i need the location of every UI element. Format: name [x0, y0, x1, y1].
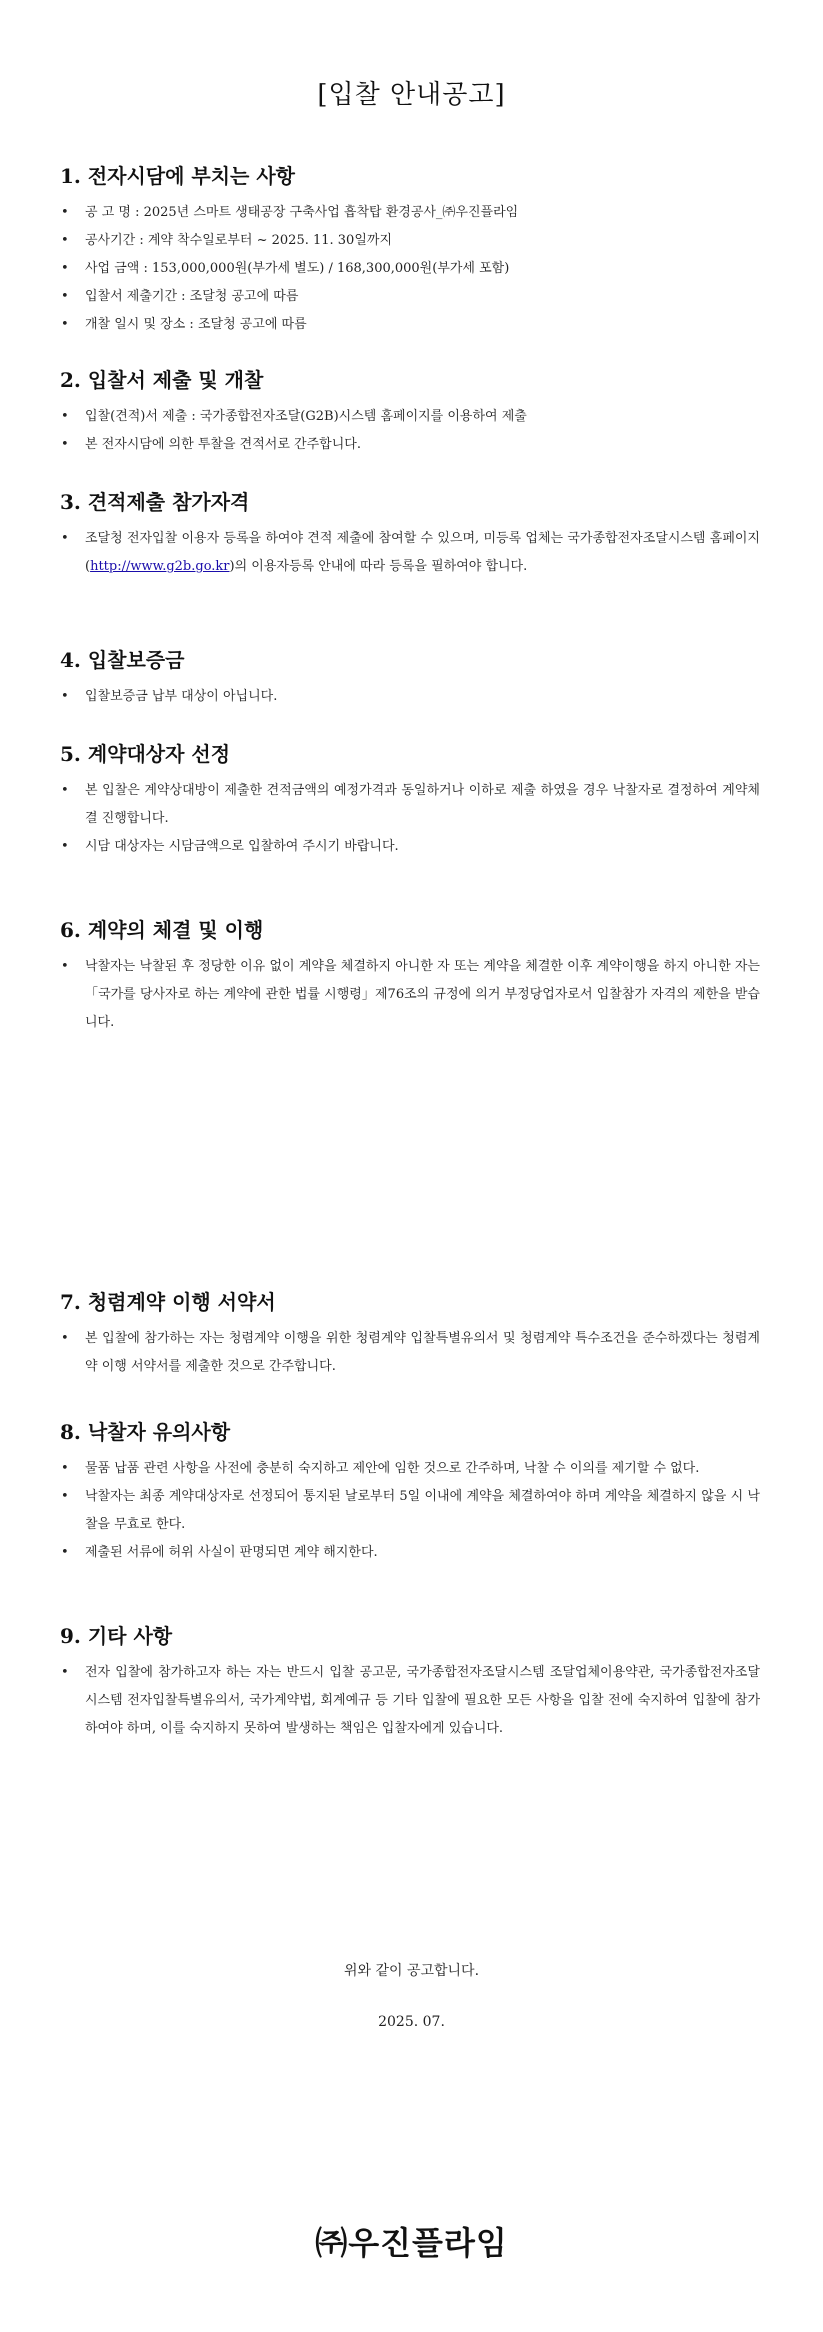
- list-item: • 입찰서 제출기간 : 조달청 공고에 따름: [60, 283, 760, 311]
- section-7: [60, 1286, 760, 1381]
- list-item: • 공사기간 : 계약 착수일로부터 ~ 2025. 11. 30일까지: [60, 227, 760, 255]
- section-heading: 3. 견적제출 참가자격: [60, 490, 250, 514]
- list-item: • 사업 금액 : 153,000,000원(부가세 별도) / 168,300,000원(부가세 포함): [60, 255, 760, 283]
- section-1: [60, 160, 760, 339]
- list-item: • 물품 납품 관련 사항을 사전에 충분히 숙지하고 제안에 임한 것으로 간주하며, 낙찰 수 이의를 제기할 수 없다.: [60, 1455, 760, 1483]
- bullet-list: [60, 199, 760, 339]
- list-item: • 전자 입찰에 참가하고자 하는 자는 반드시 입찰 공고문, 국가종합전자조달시스템 조달업체이용약관, 국가종합전자조달시스템 전자입찰특별유의서, 국가계약법, 회계예규 등 기타 입찰에 필요한 모든 사항을 입찰 전에 숙지하여 입찰에 참가하여야 하며, 이를 숙지하지 못하여 발생하는 책임은 입찰자에게 있습니다.: [60, 1659, 760, 1743]
- closing-statement: 위와 같이 공고합니다.: [343, 1963, 480, 1979]
- g2b-link[interactable]: http://www.g2b.go.kr: [90, 559, 230, 574]
- item-text: 조달청 전자입찰 이용자 등록을 하여야 견적 제출에 참여할 수 있으며, 미등록 업체는 국가종합전자조달시스템 홈페이지(: [85, 531, 760, 574]
- section-heading: 8. 낙찰자 유의사항: [60, 1420, 231, 1444]
- list-item: • 본 입찰은 계약상대방이 제출한 견적금액의 예정가격과 동일하거나 이하로 제출 하였을 경우 낙찰자로 결정하여 계약체결 진행합니다.: [60, 777, 760, 833]
- section-heading: 7. 청렴계약 이행 서약서: [60, 1290, 276, 1314]
- list-item: • 입찰(견적)서 제출 : 국가종합전자조달(G2B)시스템 홈페이지를 이용하여 제출: [60, 403, 760, 431]
- bullet-list: [60, 1455, 760, 1567]
- section-heading: 1. 전자시담에 부치는 사항: [60, 164, 295, 188]
- section-8: [60, 1416, 760, 1567]
- company-name: ㈜우진플라임: [315, 2224, 508, 2262]
- bullet-list: [60, 1325, 760, 1381]
- bullet-list: [60, 683, 760, 711]
- list-item: • 공 고 명 : 2025년 스마트 생태공장 구축사업 흡착탑 환경공사_㈜우진플라임: [60, 199, 760, 227]
- list-item: • 본 전자시담에 의한 투찰을 견적서로 간주합니다.: [60, 431, 760, 459]
- section-9: [60, 1620, 760, 1743]
- list-item: • 낙찰자는 최종 계약대상자로 선정되어 통지된 날로부터 5일 이내에 계약을 체결하여야 하며 계약을 체결하지 않을 시 낙찰을 무효로 한다.: [60, 1483, 760, 1539]
- section-heading: 6. 계약의 체결 및 이행: [60, 918, 264, 942]
- bullet-list: [60, 403, 760, 459]
- closing-date: 2025. 07.: [378, 2014, 445, 2030]
- section-6: [60, 914, 760, 1037]
- section-heading: 9. 기타 사항: [60, 1624, 173, 1648]
- bullet-list: [60, 953, 760, 1037]
- bullet-list: [60, 525, 760, 581]
- list-item: [60, 525, 760, 581]
- section-heading: 2. 입찰서 제출 및 개찰: [60, 368, 264, 392]
- section-2: [60, 364, 760, 459]
- section-4: [60, 644, 760, 711]
- section-heading: 5. 계약대상자 선정: [60, 742, 231, 766]
- bullet-list: [60, 777, 760, 861]
- list-item: • 제출된 서류에 허위 사실이 판명되면 계약 해지한다.: [60, 1539, 760, 1567]
- list-item: • 개찰 일시 및 장소 : 조달청 공고에 따름: [60, 311, 760, 339]
- list-item: • 시담 대상자는 시담금액으로 입찰하여 주시기 바랍니다.: [60, 833, 760, 861]
- list-item: • 낙찰자는 낙찰된 후 정당한 이유 없이 계약을 체결하지 아니한 자 또는 계약을 체결한 이후 계약이행을 하지 아니한 자는 「국가를 당사자로 하는 계약에 관한 법률 시행령」제76조의 규정에 의거 부정당업자로서 입찰참가 자격의 제한을 받습니다.: [60, 953, 760, 1037]
- section-3: [60, 486, 760, 581]
- item-text: )의 이용자등록 안내에 따라 등록을 필하여야 합니다.: [229, 559, 528, 574]
- list-item: • 본 입찰에 참가하는 자는 청렴계약 이행을 위한 청렴계약 입찰특별유의서 및 청렴계약 특수조건을 준수하겠다는 청렴계약 이행 서약서를 제출한 것으로 간주합니다.: [60, 1325, 760, 1381]
- section-5: [60, 738, 760, 861]
- section-heading: 4. 입찰보증금: [60, 648, 185, 672]
- document-title: [입찰 안내공고]: [317, 80, 506, 110]
- bullet-list: [60, 1659, 760, 1743]
- list-item: • 입찰보증금 납부 대상이 아닙니다.: [60, 683, 760, 711]
